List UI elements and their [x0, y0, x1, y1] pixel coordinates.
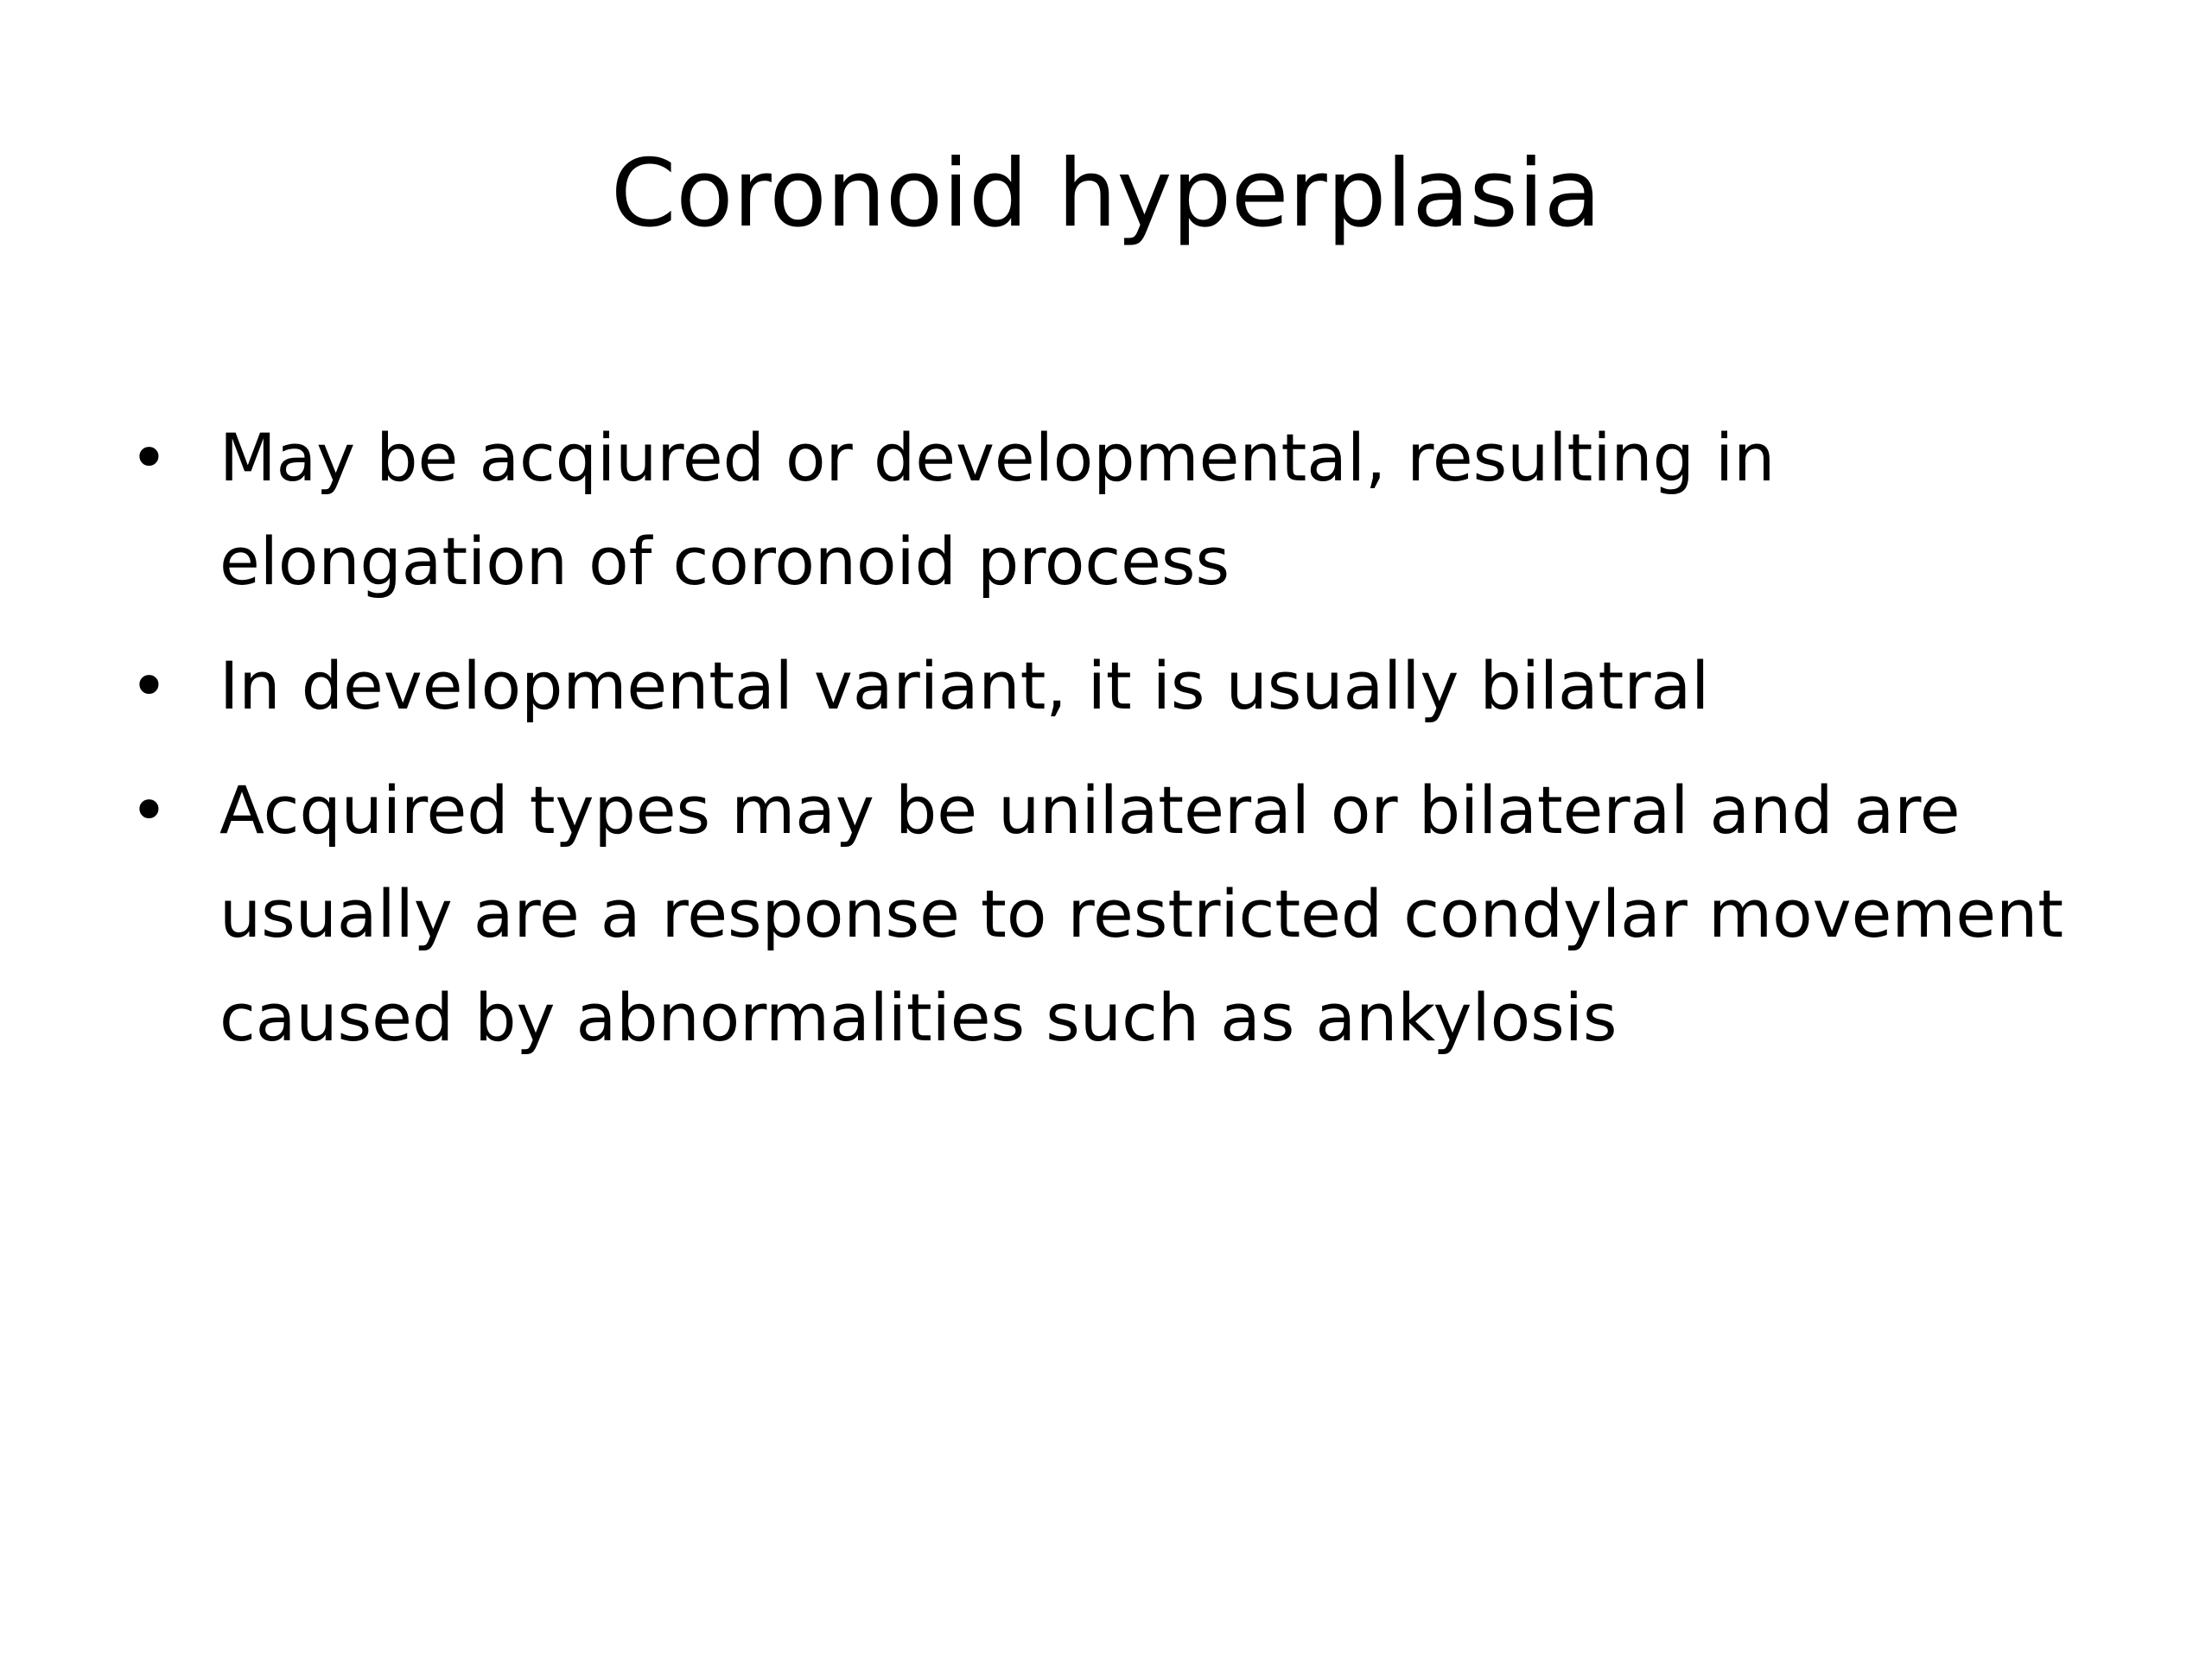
- slide-title: Coronoid hyperplasia: [611, 140, 1601, 248]
- list-item: [130, 406, 2117, 613]
- bullet-text: Acquired types may be unilateral or bilateral and are usually are a response to restricted condylar movement caused by abnormalities such as ankylosis: [219, 772, 2064, 1056]
- list-item: [130, 634, 2117, 738]
- bullet-list: [130, 406, 2117, 1090]
- bullet-icon: •: [130, 419, 168, 496]
- bullet-text: May be acqiured or developmental, resulting in elongation of coronoid process: [219, 419, 1776, 600]
- list-item: [130, 759, 2117, 1070]
- bullet-icon: •: [130, 772, 168, 849]
- bullet-text: In developmental variant, it is usually bilatral: [219, 647, 1710, 724]
- bullet-icon: •: [130, 647, 168, 724]
